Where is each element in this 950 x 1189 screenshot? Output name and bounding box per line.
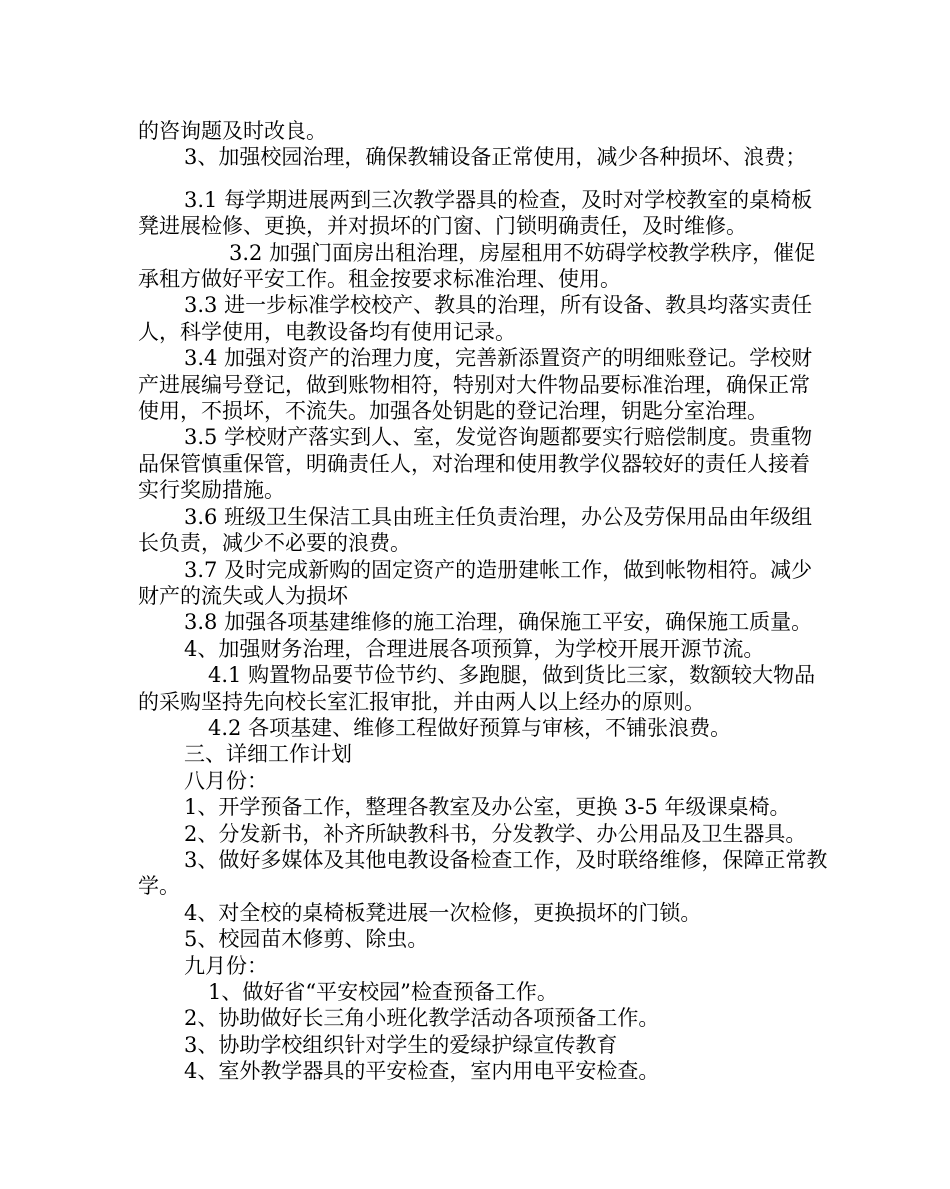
september-item-1: 1、做好省“平安校园”检查预备工作。: [208, 980, 558, 1004]
august-item-4: 4、对全校的桌椅板凳进展一次检修，更换损坏的门锁。: [184, 900, 702, 925]
paragraph-10: 3.8 加强各项基建维修的施工治理，确保施工平安，确保施工质量。: [184, 610, 813, 635]
september-item-4: 4、室外教学器具的平安检查，室内用电平安检查。: [184, 1059, 660, 1084]
document-body: [138, 118, 828, 1085]
august-item-5: 5、校园苗木修剪、除虫。: [184, 927, 429, 952]
paragraph-2: 3、加强校园治理，确保教辅设备正常使用，减少各种损坏、浪费；: [184, 145, 807, 170]
paragraph-4: 3.2 加强门面房出租治理，房屋租用不妨碍学校教学秩序，催促承租方做好平安工作。租金按要求标准治理、使用。: [138, 240, 816, 292]
month-heading-august: 八月份：: [184, 768, 268, 793]
september-item-2: 2、协助做好长三角小班化教学活动各项预备工作。: [184, 1006, 660, 1031]
august-item-2: 2、分发新书，补齐所缺教科书，分发教学、办公用品及卫生器具。: [184, 821, 807, 846]
paragraph-1: 的咨询题及时改良。: [138, 119, 327, 143]
paragraph-7: 3.5 学校财产落实到人、室，发觉咨询题都要实行赔偿制度。贵重物品保管慎重保管，明确责任人，对治理和使用教学仪器较好的责任人接着实行奖励措施。: [138, 425, 813, 503]
paragraph-8: 3.6 班级卫生保洁工具由班主任负责治理，办公及劳保用品由年级组长负责，减少不必要的浪费。: [138, 504, 813, 556]
august-item-3: 3、做好多媒体及其他电教设备检查工作，及时联络维修，保障正常教学。: [138, 847, 828, 899]
paragraph-13: 4.2 各项基建、维修工程做好预算与审核，不铺张浪费。: [208, 715, 732, 740]
september-item-3: 3、协助学校组织针对学生的爱绿护绿宣传教育: [184, 1032, 618, 1057]
paragraph-5: 3.3 进一步标准学校校产、教具的治理，所有设备、教具均落实责任人，科学使用，电教设备均有使用记录。: [138, 293, 813, 344]
august-item-1: 1、开学预备工作，整理各教室及办公室，更换 3-5 年级课桌椅。: [184, 795, 791, 820]
paragraph-gap: [138, 171, 828, 187]
paragraph-3: 3.1 每学期进展两到三次教学器具的检查，及时对学校教室的桌椅板凳进展检修、更换，并对损坏的门窗、门锁明确责任，及时维修。: [138, 187, 813, 239]
paragraph-9: 3.7 及时完成新购的固定资产的造册建帐工作，做到帐物相符。减少财产的流失或人为损坏: [138, 557, 813, 608]
paragraph-11: 4、加强财务治理，合理进展各项预算，为学校开展开源节流。: [184, 636, 765, 661]
paragraph-6: 3.4 加强对资产的治理力度，完善新添置资产的明细账登记。学校财产进展编号登记，做到账物相符，特别对大件物品要标准治理，确保正常使用，不损坏，不流失。加强各处钥匙的登记治理，钥匙分室治理。: [138, 346, 813, 424]
section-heading: 三、详细工作计划: [184, 742, 352, 767]
paragraph-12: 4.1 购置物品要节俭节约、多跑腿，做到货比三家，数额较大物品的采购坚持先向校长室汇报审批，并由两人以上经办的原则。: [138, 663, 816, 714]
month-heading-september: 九月份：: [184, 953, 268, 978]
